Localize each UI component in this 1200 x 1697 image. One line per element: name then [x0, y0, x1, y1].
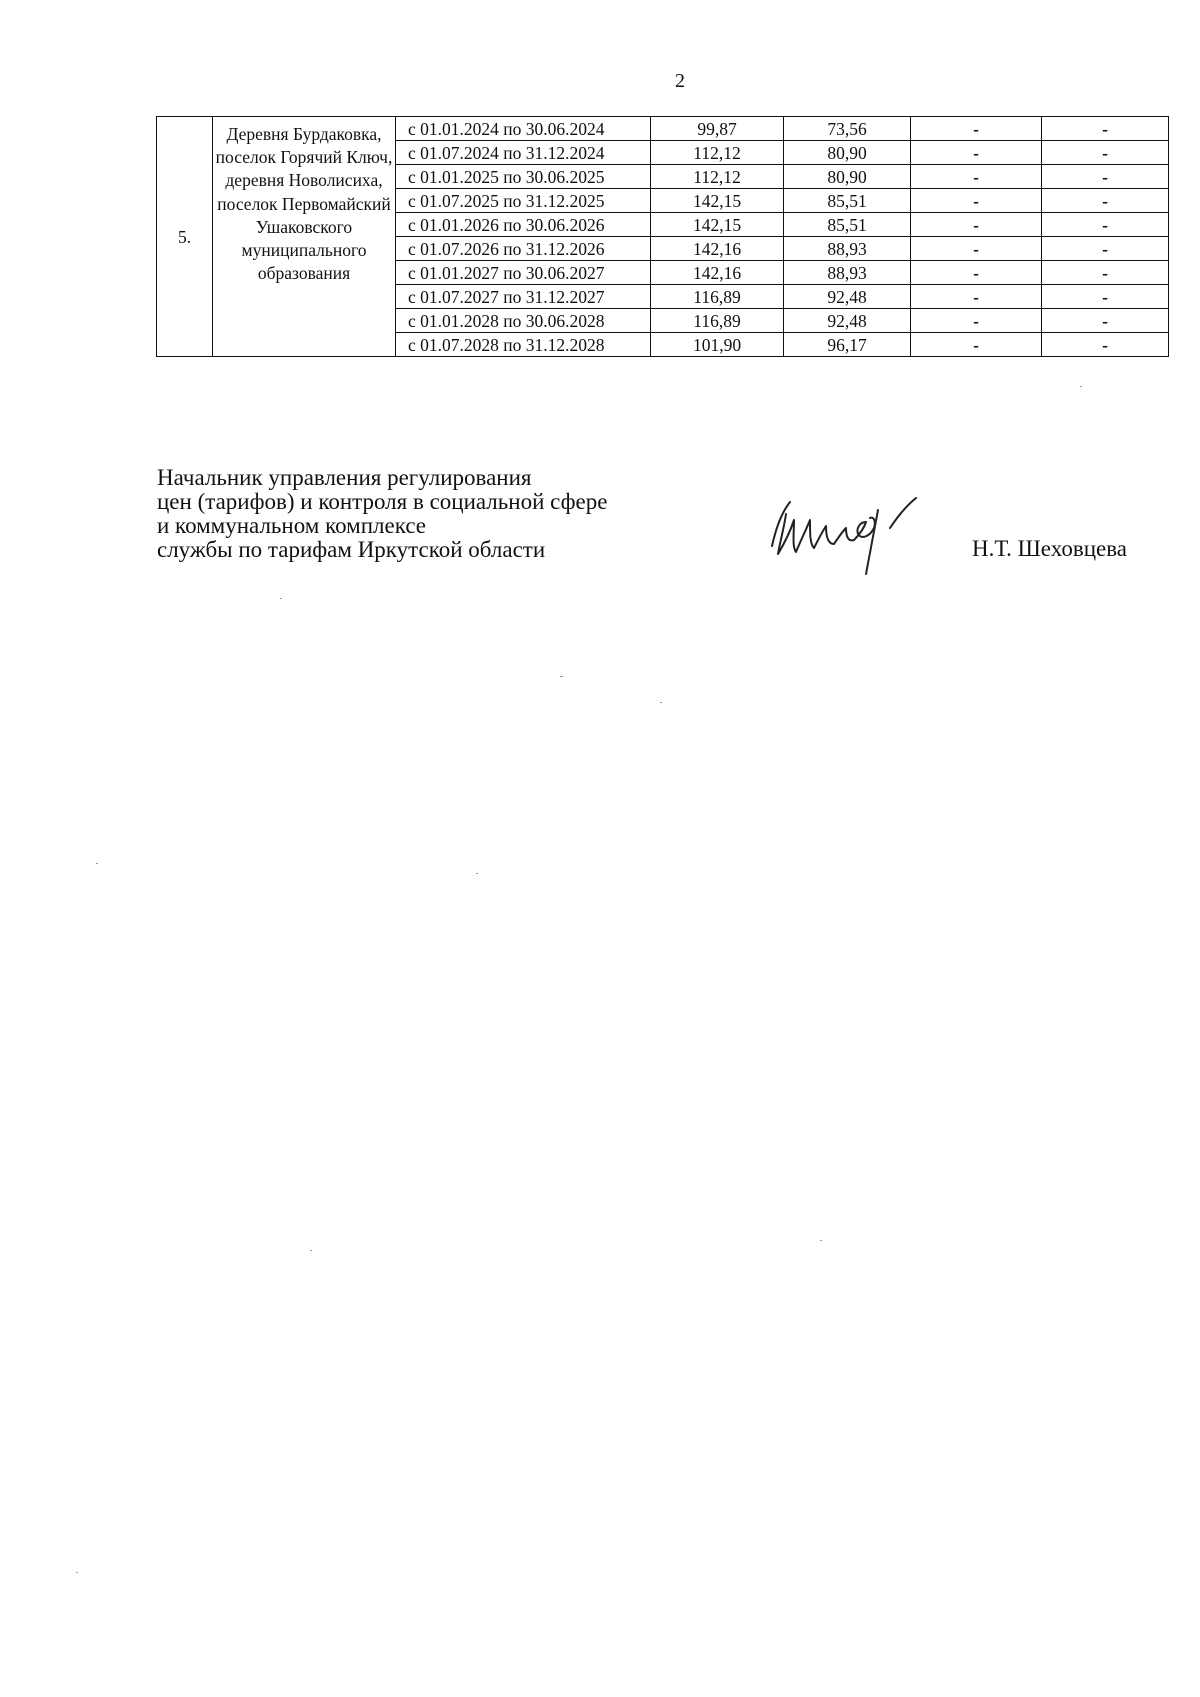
period-cell: с 01.01.2028 по 30.06.2028: [396, 309, 651, 333]
scan-speck: [560, 676, 563, 677]
tariff-value-4-cell: -: [1042, 189, 1169, 213]
tariff-value-3-cell: -: [911, 237, 1042, 261]
tariff-value-1-cell: 142,15: [651, 213, 784, 237]
period-cell: с 01.01.2027 по 30.06.2027: [396, 261, 651, 285]
signer-name: Н.Т. Шеховцева: [972, 536, 1127, 561]
tariff-value-2-cell: 88,93: [784, 237, 911, 261]
period-cell: с 01.07.2025 по 31.12.2025: [396, 189, 651, 213]
scan-speck: [660, 702, 662, 703]
tariff-value-3-cell: -: [911, 333, 1042, 357]
tariff-value-4-cell: -: [1042, 165, 1169, 189]
tariff-value-3-cell: -: [911, 213, 1042, 237]
tariff-value-4-cell: -: [1042, 333, 1169, 357]
scan-speck: [1080, 386, 1082, 387]
tariff-value-4-cell: -: [1042, 261, 1169, 285]
tariff-value-1-cell: 116,89: [651, 309, 784, 333]
tariff-value-3-cell: -: [911, 309, 1042, 333]
tariff-table: [156, 116, 1169, 357]
tariff-value-4-cell: -: [1042, 213, 1169, 237]
signatory-title-line: Начальник управления регулирования: [157, 465, 532, 490]
tariff-value-1-cell: 112,12: [651, 165, 784, 189]
tariff-value-4-cell: -: [1042, 141, 1169, 165]
tariff-value-1-cell: 142,15: [651, 189, 784, 213]
tariff-value-2-cell: 92,48: [784, 285, 911, 309]
table-body: [157, 117, 1169, 357]
tariff-value-4-cell: -: [1042, 117, 1169, 141]
tariff-value-1-cell: 99,87: [651, 117, 784, 141]
tariff-value-1-cell: 142,16: [651, 261, 784, 285]
period-cell: с 01.01.2026 по 30.06.2026: [396, 213, 651, 237]
tariff-value-4-cell: -: [1042, 285, 1169, 309]
period-cell: с 01.07.2024 по 31.12.2024: [396, 141, 651, 165]
tariff-value-2-cell: 96,17: [784, 333, 911, 357]
tariff-value-4-cell: -: [1042, 309, 1169, 333]
tariff-value-2-cell: 80,90: [784, 165, 911, 189]
tariff-value-1-cell: 101,90: [651, 333, 784, 357]
tariff-value-3-cell: -: [911, 261, 1042, 285]
tariff-value-3-cell: -: [911, 285, 1042, 309]
scan-speck: [310, 1250, 312, 1251]
signatory-title-line: цен (тарифов) и контроля в социальной сфере: [157, 489, 608, 514]
tariff-value-3-cell: -: [911, 189, 1042, 213]
tariff-value-3-cell: -: [911, 165, 1042, 189]
page-number: 2: [675, 70, 685, 92]
tariff-value-1-cell: 142,16: [651, 237, 784, 261]
scan-speck: [820, 1240, 822, 1241]
place-name-cell: Деревня Бурдаковка, поселок Горячий Ключ, деревня Новолисиха, поселок Первомайский Ушаковского муниципального образования: [213, 117, 396, 357]
scan-speck: [76, 1572, 78, 1573]
tariff-value-1-cell: 112,12: [651, 141, 784, 165]
scan-speck: [96, 863, 98, 864]
tariff-value-2-cell: 92,48: [784, 309, 911, 333]
tariff-value-3-cell: -: [911, 141, 1042, 165]
signatory-title-line: службы по тарифам Иркутской области: [157, 537, 546, 562]
handwritten-signature: [760, 488, 960, 588]
scan-speck: [280, 598, 282, 599]
tariff-value-2-cell: 73,56: [784, 117, 911, 141]
signatory-title-line: и коммунальном комплексе: [157, 513, 427, 538]
tariff-value-2-cell: 85,51: [784, 189, 911, 213]
tariff-value-4-cell: -: [1042, 237, 1169, 261]
tariff-value-1-cell: 116,89: [651, 285, 784, 309]
period-cell: с 01.07.2028 по 31.12.2028: [396, 333, 651, 357]
tariff-value-2-cell: 85,51: [784, 213, 911, 237]
period-cell: с 01.01.2025 по 30.06.2025: [396, 165, 651, 189]
table-row: [157, 117, 1169, 141]
row-number-cell: 5.: [157, 117, 213, 357]
tariff-value-3-cell: -: [911, 117, 1042, 141]
period-cell: с 01.01.2024 по 30.06.2024: [396, 117, 651, 141]
period-cell: с 01.07.2027 по 31.12.2027: [396, 285, 651, 309]
tariff-value-2-cell: 80,90: [784, 141, 911, 165]
scan-speck: [476, 873, 478, 874]
period-cell: с 01.07.2026 по 31.12.2026: [396, 237, 651, 261]
signatory-title-block: [157, 466, 607, 562]
tariff-value-2-cell: 88,93: [784, 261, 911, 285]
